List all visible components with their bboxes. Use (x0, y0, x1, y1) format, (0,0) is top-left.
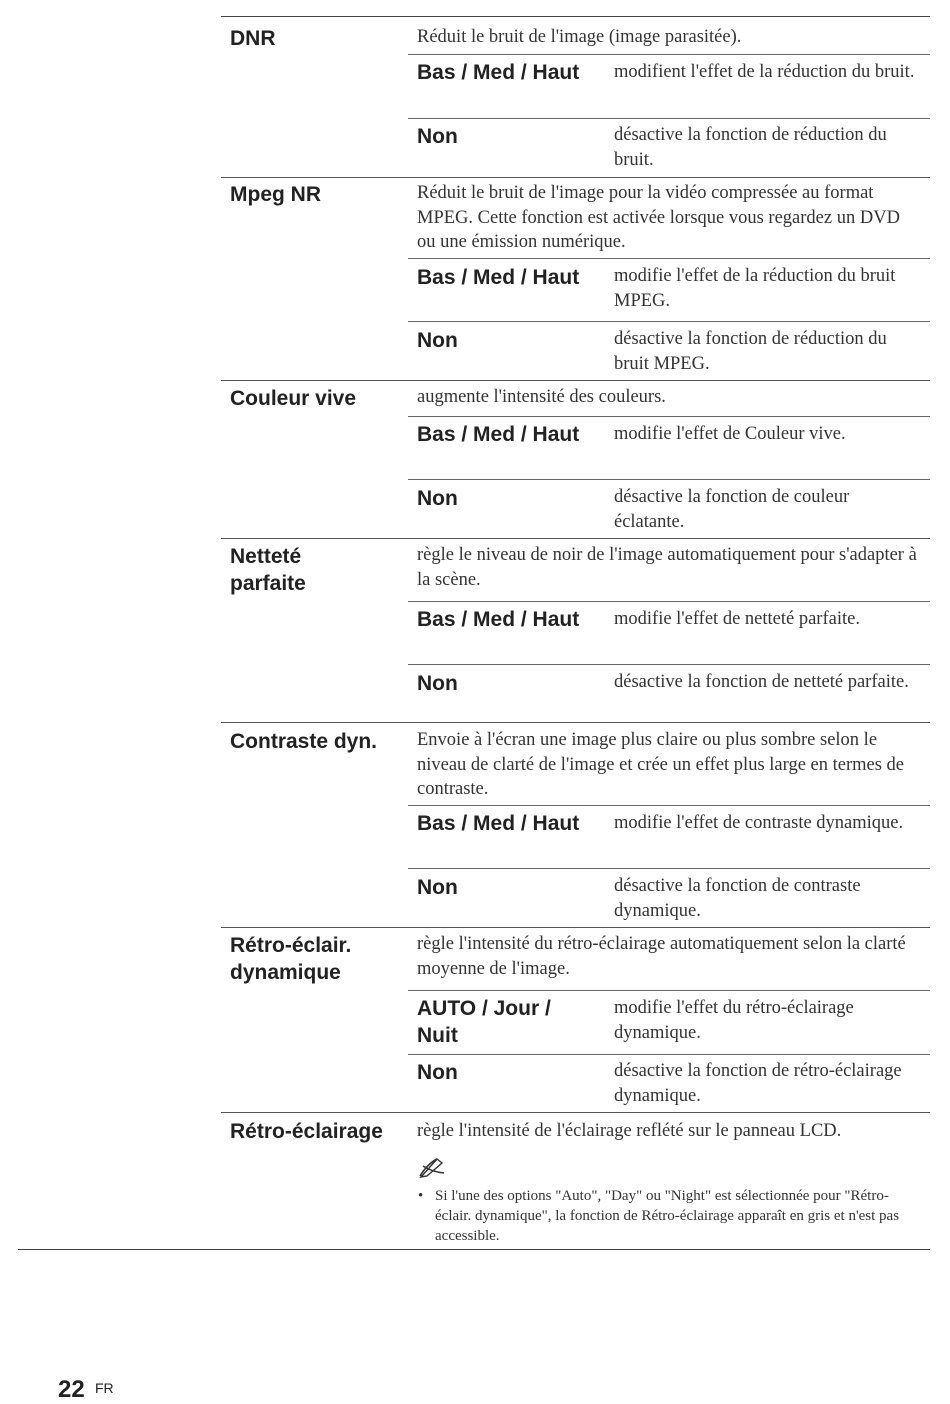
option-label: Non (417, 487, 458, 510)
option-label: Non (417, 329, 458, 352)
option-divider (408, 601, 930, 602)
row-divider (221, 1112, 930, 1113)
option-divider (408, 54, 930, 55)
page-language: FR (95, 1380, 114, 1396)
option-label: Non (417, 876, 458, 899)
setting-description: règle l'intensité de l'éclairage reflété sur le panneau LCD. (417, 1121, 842, 1141)
option-text: désactive la fonction de couleur éclatante. (614, 487, 850, 532)
option-label: Non (417, 672, 458, 695)
option-text: désactive la fonction de rétro-éclairage dynamique. (614, 1061, 902, 1106)
setting-name: Couleur vive (230, 387, 357, 410)
option-text: modifie l'effet du rétro-éclairage dynamique. (614, 998, 854, 1043)
option-label: Bas / Med / Haut (417, 266, 580, 289)
setting-name: Rétro-éclairage (230, 1120, 383, 1143)
note-text: Si l'une des options "Auto", "Day" ou "Night" est sélectionnée pour "Rétro-éclair. dynamique", la fonction de Rétro-éclairage apparaît en gris et n'est pas accessible. (435, 1188, 900, 1244)
option-label: Bas / Med / Haut (417, 61, 580, 84)
setting-name: Mpeg NR (230, 183, 321, 206)
option-divider (408, 990, 930, 991)
option-text: modifie l'effet de contraste dynamique. (614, 813, 904, 833)
setting-description: Réduit le bruit de l'image (image parasitée). (417, 27, 742, 47)
option-divider (408, 805, 930, 806)
pencil-note-icon (417, 1156, 449, 1180)
option-label: Bas / Med / Haut (417, 423, 580, 446)
setting-name: Contraste dyn. (230, 730, 378, 753)
option-divider (408, 868, 930, 869)
setting-description: augmente l'intensité des couleurs. (417, 387, 666, 407)
option-text: modifie l'effet de netteté parfaite. (614, 609, 860, 629)
setting-name: Netteté parfaite (230, 545, 306, 595)
option-divider (408, 416, 930, 417)
option-divider (408, 258, 930, 259)
setting-name: DNR (230, 27, 276, 50)
setting-description: règle l'intensité du rétro-éclairage automatiquement selon la clarté moyenne de l'image. (417, 934, 906, 979)
setting-description: Envoie à l'écran une image plus claire ou plus sombre selon le niveau de clarté de l'image et crée un effet plus large en termes de contraste. (417, 730, 905, 799)
row-divider (221, 538, 930, 539)
option-text: désactive la fonction de contraste dynamique. (614, 876, 861, 921)
row-divider (221, 380, 930, 381)
row-divider (221, 927, 930, 928)
note-bullet: • (418, 1188, 424, 1204)
option-text: désactive la fonction de netteté parfaite. (614, 672, 909, 692)
page-number: 22 (58, 1376, 85, 1403)
setting-name: Rétro-éclair. dynamique (230, 934, 352, 984)
option-text: désactive la fonction de réduction du bruit MPEG. (614, 329, 887, 374)
option-label: AUTO / Jour / Nuit (417, 997, 551, 1047)
option-text: désactive la fonction de réduction du bruit. (614, 125, 887, 170)
option-divider (408, 479, 930, 480)
row-divider (221, 177, 930, 178)
option-divider (408, 1054, 930, 1055)
table-top-rule (221, 16, 930, 17)
option-label: Non (417, 125, 458, 148)
option-divider (408, 664, 930, 665)
option-text: modifient l'effet de la réduction du bruit. (614, 62, 915, 82)
option-label: Non (417, 1061, 458, 1084)
option-divider (408, 118, 930, 119)
option-divider (408, 321, 930, 322)
option-text: modifie l'effet de Couleur vive. (614, 424, 846, 444)
page-bottom-rule (18, 1249, 930, 1250)
row-divider (221, 722, 930, 723)
option-label: Bas / Med / Haut (417, 608, 580, 631)
setting-description: Réduit le bruit de l'image pour la vidéo compressée au format MPEG. Cette fonction est activée lorsque vous regardez un DVD ou une émission numérique. (417, 183, 900, 252)
option-text: modifie l'effet de la réduction du bruit MPEG. (614, 266, 896, 311)
option-label: Bas / Med / Haut (417, 812, 580, 835)
setting-description: règle le niveau de noir de l'image automatiquement pour s'adapter à la scène. (417, 545, 917, 590)
